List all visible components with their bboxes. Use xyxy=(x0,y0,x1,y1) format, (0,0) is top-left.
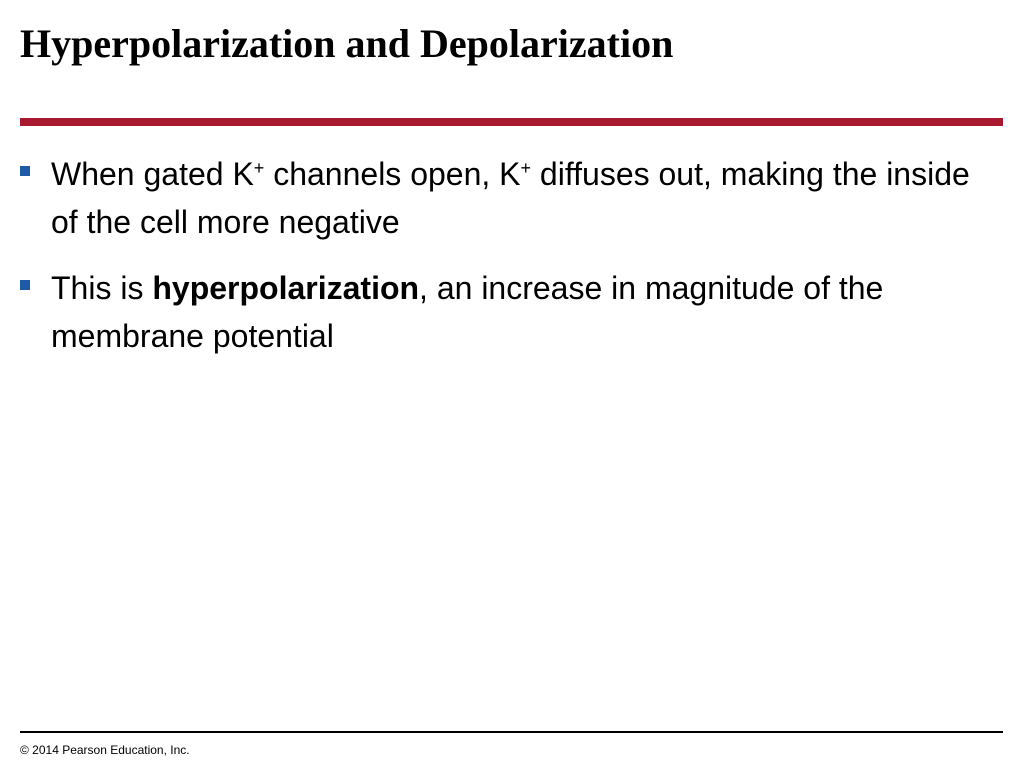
superscript-charge: + xyxy=(520,158,532,178)
bullet-text-part: , an increase in magnitude of the membrane potential xyxy=(51,270,884,354)
bold-term: hyperpolarization xyxy=(152,270,420,306)
bullet-list xyxy=(0,150,1024,378)
footer-divider xyxy=(20,731,1003,733)
superscript-charge: + xyxy=(253,158,265,178)
bullet-item xyxy=(0,150,1024,246)
bullet-text-part: channels open, K xyxy=(264,156,521,192)
square-bullet-icon xyxy=(20,166,30,176)
bullet-text-part: diffuses out, making the inside of the cell more negative xyxy=(51,156,970,240)
bullet-text-part: This is xyxy=(51,270,153,306)
bullet-text xyxy=(51,270,883,354)
bullet-text-part: When gated K xyxy=(51,156,254,192)
square-bullet-icon xyxy=(20,280,30,290)
slide-title: Hyperpolarization and Depolarization xyxy=(20,21,674,66)
copyright-notice: © 2014 Pearson Education, Inc. xyxy=(20,743,190,757)
bullet-text xyxy=(51,156,970,240)
title-divider xyxy=(20,118,1003,126)
bullet-item xyxy=(0,264,1024,360)
